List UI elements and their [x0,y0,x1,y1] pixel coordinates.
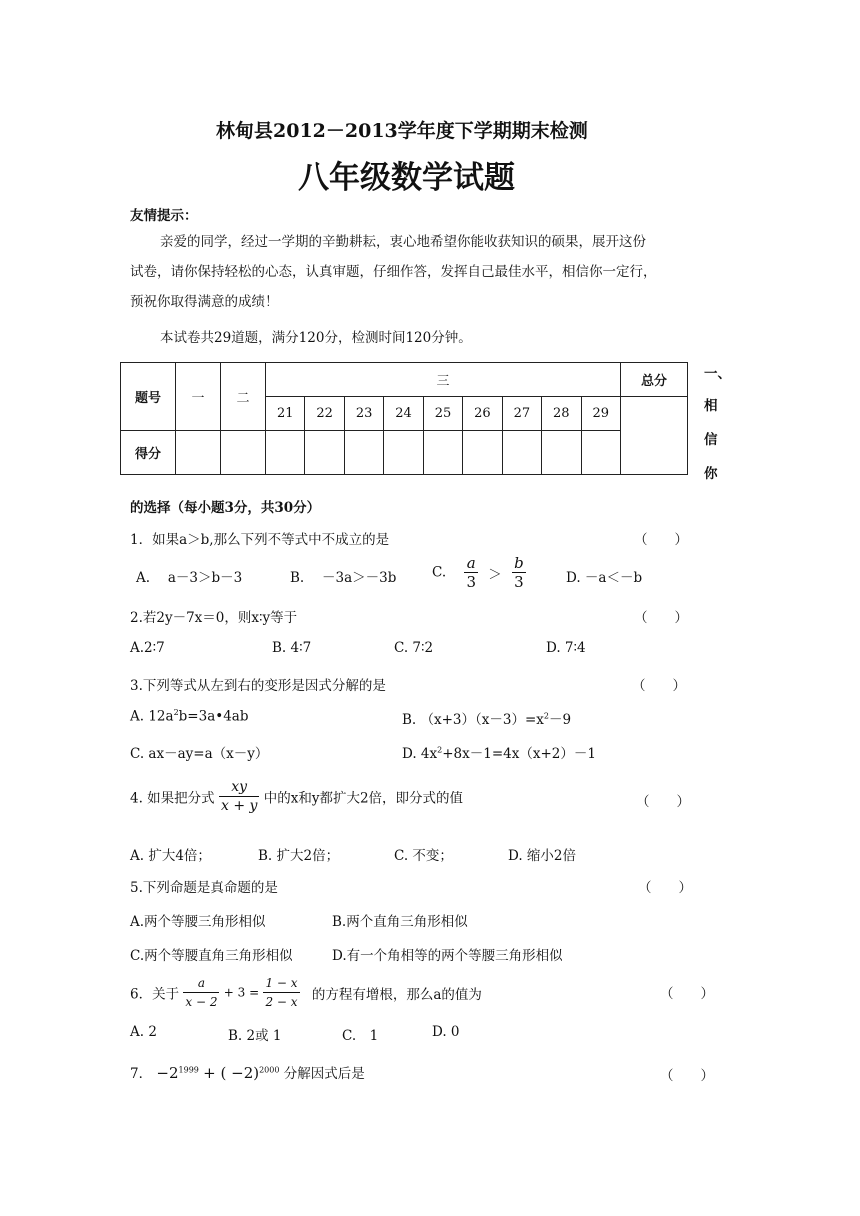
tips-heading: 友情提示： [130,208,198,224]
q7-stem [130,1062,365,1082]
q7-sup2: 2000 [259,1065,280,1075]
q3-d-part1: D. 4x [402,746,438,762]
q6-den2: 2 − x [265,995,298,1009]
score-cell[interactable] [384,431,423,475]
q5-option-b: B.两个直角三角形相似 [332,914,468,930]
q6-num1: a [183,974,219,993]
q3-a-part2: b=3a•4ab [178,708,249,725]
q2-option-b: B. 4∶7 [272,640,312,656]
q4-fraction [219,778,259,815]
q3-a-sup: 2 [173,708,179,717]
subcol: 25 [423,397,462,431]
side-char: 相 [704,398,718,414]
exam-subtitle: 八年级数学试题 [298,160,515,196]
score-cell[interactable] [221,431,266,475]
q5-stem: 5.下列命题是真命题的是 [130,880,278,896]
q6-stem [130,974,482,1011]
q3-stem: 3.下列等式从左到右的变形是因式分解的是 [130,678,386,694]
q1-c-den2: 3 [514,573,524,591]
q2-stem: 2.若2y－7x＝0，则x∶y等于 [130,610,298,626]
q4-option-b: B. 扩大2倍； [258,848,340,864]
q3-answer-paren[interactable]: （ ） [632,678,686,694]
q3-d-sup: 2 [437,745,443,755]
subcol: 24 [384,397,423,431]
q6-fraction-2 [263,974,299,1011]
q3-a-part1: A. 12a [130,708,174,725]
q1-option-c [432,554,526,591]
q5-option-d: D.有一个角相等的两个等腰三角形相似 [332,948,563,964]
q1-option-d: D. －a＜－b [566,570,643,586]
q7-stem-pre: 7． [130,1066,153,1082]
q4-option-c: C. 不变； [394,848,453,864]
section-heading: 的选择（每小题3分，共30分） [130,500,321,516]
q1-stem: 1．如果a＞b,那么下列不等式中不成立的是 [130,532,390,548]
score-table [120,362,688,475]
q1-c-num2: b [514,554,524,572]
q4-numerator: xy [219,778,259,797]
score-cell[interactable] [502,431,541,475]
q1-c-den1: 3 [466,573,476,591]
label-question-number: 题号 [121,363,176,431]
q2-option-a: A.2∶7 [130,640,165,656]
q1-c-label: C. [432,564,447,581]
score-cell[interactable] [266,431,305,475]
subcol: 28 [542,397,581,431]
q4-stem-post: 中的x和y都扩大2倍，即分式的值 [263,790,464,807]
q7-expr1: −2 [156,1064,179,1082]
q1-c-gt: ＞ [488,566,502,583]
q1-option-a: A. a－3＞b－3 [136,570,243,586]
q3-b-sup: 2 [543,711,549,721]
score-cell[interactable] [542,431,581,475]
q6-answer-paren[interactable]: （ ） [660,986,714,1002]
q3-option-c: C. ax－ay=a（x－y） [130,746,269,762]
subcol: 23 [344,397,383,431]
q3-option-a [130,708,249,725]
tips-line-3: 预祝你取得满意的成绩！ [130,294,279,310]
q4-stem [130,778,463,815]
subcol: 26 [463,397,502,431]
side-char: 一、 [704,366,731,382]
q6-fraction-1 [183,974,219,1011]
q2-answer-paren[interactable]: （ ） [634,610,688,626]
q6-den1: x − 2 [185,995,218,1009]
q6-option-c: C. 1 [342,1028,379,1044]
exam-info: 本试卷共29道题，满分120分，检测时间120分钟。 [160,330,472,346]
q6-stem-post: 的方程有增根，那么a的值为 [311,986,482,1003]
subcol: 21 [266,397,305,431]
q7-sup1: 1999 [178,1065,199,1075]
q4-option-d: D. 缩小2倍 [508,848,577,864]
score-cell[interactable] [581,431,621,475]
q3-option-b [402,708,571,728]
subcol: 27 [502,397,541,431]
q5-answer-paren[interactable]: （ ） [638,880,692,896]
tips-line-1: 亲爱的同学，经过一学期的辛勤耕耘，衷心地希望你能收获知识的硕果，展开这份 [160,234,646,250]
q4-denominator: x + y [220,798,258,814]
col-section-1: 一 [176,363,221,431]
score-cell[interactable] [463,431,502,475]
q4-stem-pre: 4. 如果把分式 [130,790,215,807]
q6-option-d: D. 0 [432,1024,460,1040]
score-cell[interactable] [176,431,221,475]
q6-option-a: A. 2 [130,1024,157,1040]
total-score-cell[interactable] [621,397,688,475]
col-total: 总分 [621,363,688,397]
subcol: 22 [305,397,344,431]
q7-expr2: + ( −2) [203,1064,260,1082]
q1-c-fraction-2 [512,554,526,591]
col-section-2: 二 [221,363,266,431]
q1-option-b: B. －3a＞－3b [290,570,397,586]
subcol: 29 [581,397,621,431]
q3-b-part1: B. （x+3）（x－3）=x [402,712,544,728]
exam-title: 林甸县2012－2013学年度下学期期末检测 [216,120,588,142]
q1-answer-paren[interactable]: （ ） [634,532,688,548]
q7-answer-paren[interactable]: （ ） [660,1068,714,1084]
q2-option-d: D. 7∶4 [546,640,586,656]
side-char: 信 [704,432,718,448]
q2-option-c: C. 7∶2 [394,640,434,656]
q3-d-part2: +8x－1=4x（x+2）－1 [442,746,596,762]
label-score: 得分 [121,431,176,475]
q6-mid: + 3 = [223,985,260,1000]
score-cell[interactable] [305,431,344,475]
score-cell[interactable] [423,431,462,475]
q4-option-a: A. 扩大4倍； [130,848,211,864]
q1-c-num1: a [464,554,478,573]
q3-option-d [402,742,596,762]
side-char: 你 [704,466,718,482]
tips-line-2: 试卷，请你保持轻松的心态，认真审题，仔细作答，发挥自己最佳水平，相信你一定行， [130,264,657,280]
q6-num2: 1 − x [263,974,299,993]
q6-option-b: B. 2或 1 [228,1028,282,1044]
score-cell[interactable] [344,431,383,475]
q5-option-a: A.两个等腰三角形相似 [130,914,266,930]
q6-stem-pre: 6．关于 [130,986,180,1003]
q1-c-fraction-1 [464,554,478,591]
col-section-3: 三 [266,363,621,397]
q3-b-part2: －9 [549,712,572,728]
q5-option-c: C.两个等腰直角三角形相似 [130,948,293,964]
q7-stem-post: 分解因式后是 [283,1066,365,1082]
q4-answer-paren[interactable]: （ ） [636,794,690,810]
